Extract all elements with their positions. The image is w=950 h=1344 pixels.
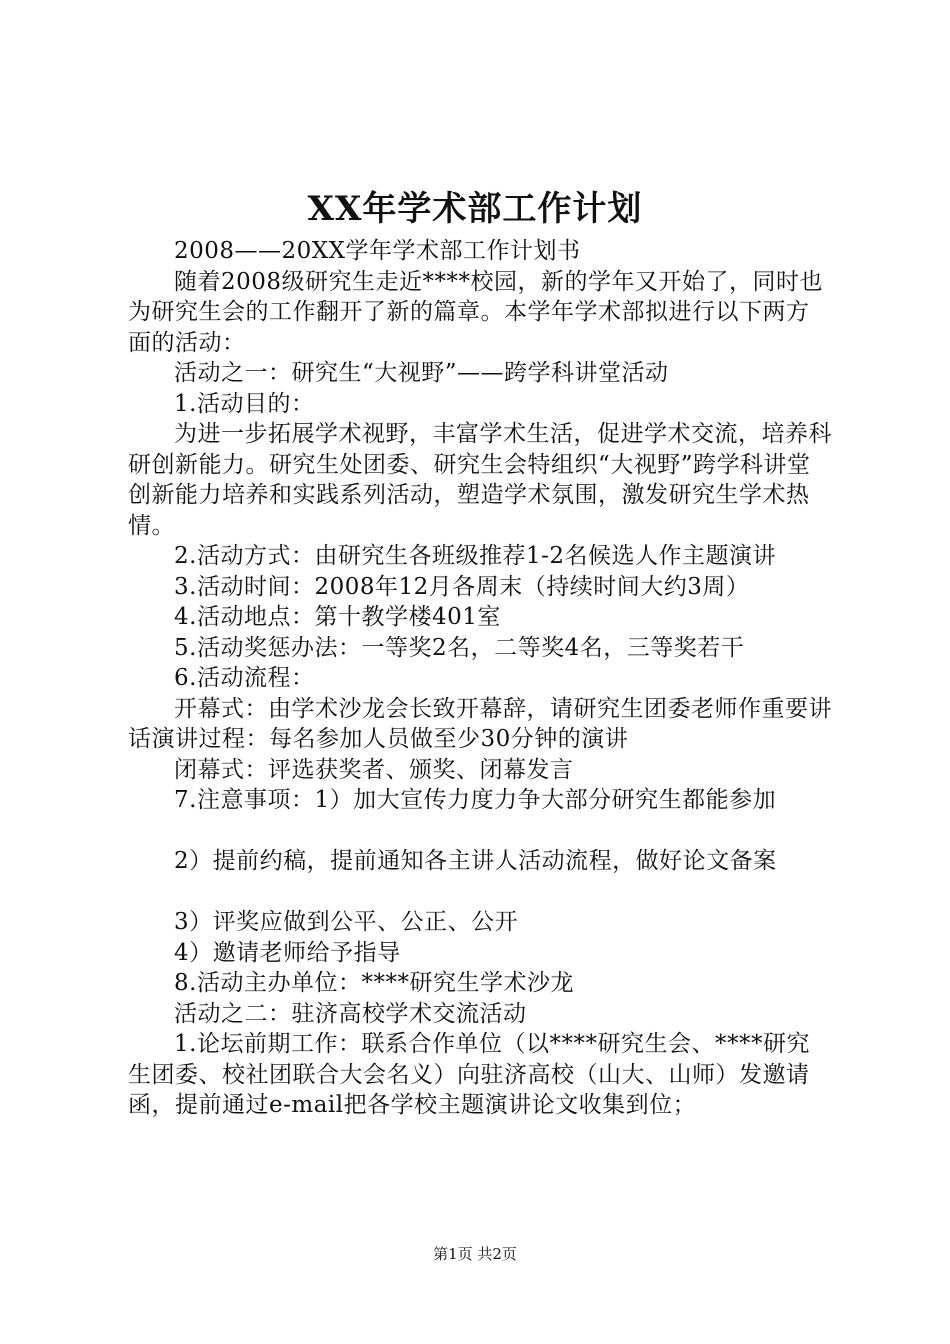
document-body	[128, 236, 832, 1121]
paragraph-activity-one: 活动之一：研究生“大视野”——跨学科讲堂活动	[174, 360, 669, 386]
paragraph-purpose: 为进一步拓展学术视野，丰富学术生活，促进学术交流，培养科研创新能力。研究生处团委、研究生会特组织“大视野”跨学科讲堂创新能力培养和实践系列活动，塑造学术氛围，激发研究生学术热情。	[128, 421, 832, 539]
paragraph-forum-prep: 1.论坛前期工作：联系合作单位（以****研究生会、****研究生团委、校社团联合大会名义）向驻济高校（山大、山师）发邀请函，提前通过e-mail把各学校主题演讲论文收集到位；	[128, 1031, 810, 1118]
paragraph-heading-plan: 2008——20XX学年学术部工作计划书	[174, 238, 581, 264]
paragraph-opening: 开幕式：由学术沙龙会长致开幕辞，请研究生团委老师作重要讲话演讲过程：每名参加人员做至少30分钟的演讲	[128, 695, 832, 752]
paragraph-method: 2.活动方式：由研究生各班级推荐1-2名候选人作主题演讲	[174, 543, 776, 569]
page-footer: 第1页 共2页	[433, 1245, 517, 1263]
paragraph-organizer: 8.活动主办单位：****研究生学术沙龙	[174, 970, 574, 996]
paragraph-awards: 5.活动奖惩办法：一等奖2名，二等奖4名，三等奖若干	[174, 634, 745, 661]
paragraph-notes-2: 2）提前约稿，提前通知各主讲人活动流程，做好论文备案	[174, 848, 777, 874]
paragraph-activity-two: 活动之二：驻济高校学术交流活动	[174, 1000, 527, 1027]
paragraph-intro: 随着2008级研究生走近****校园，新的学年又开始了，同时也为研究生会的工作翻开了新的篇章。本学年学术部拟进行以下两方面的活动：	[128, 268, 824, 356]
paragraph-notes-3: 3）评奖应做到公平、公正、公开	[174, 909, 519, 935]
paragraph-time: 3.活动时间：2008年12月各周末（持续时间大约3周）	[174, 573, 750, 600]
paragraph-closing: 闭幕式：评选获奖者、颁奖、闭幕发言	[174, 756, 574, 783]
document-title: XX年学术部工作计划	[307, 189, 643, 229]
paragraph-process-label: 6.活动流程：	[174, 665, 315, 691]
paragraph-purpose-label: 1.活动目的：	[174, 390, 315, 417]
paragraph-notes-1: 7.注意事项：1）加大宣传力度力争大部分研究生都能参加	[174, 787, 777, 813]
paragraph-notes-4: 4）邀请老师给予指导	[174, 939, 401, 966]
paragraph-location: 4.活动地点：第十教学楼401室	[174, 604, 501, 630]
